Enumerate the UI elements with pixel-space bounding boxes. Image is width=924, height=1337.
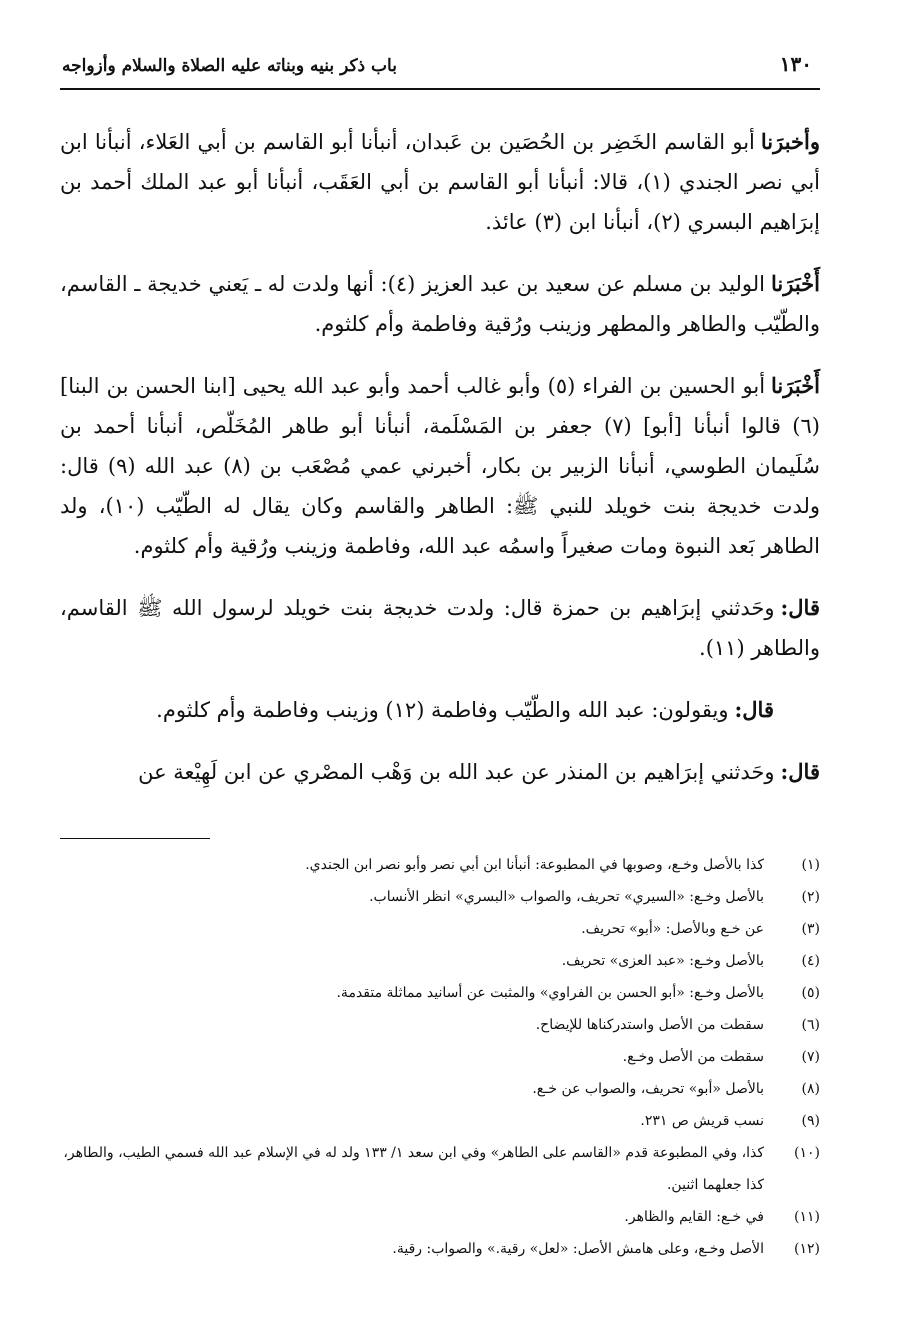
paragraph [60,366,820,566]
page-header [60,44,820,90]
footnote-text: نسب قريش ص ٢٣١. [640,1113,764,1129]
footnote-number: (٨) [801,1081,820,1097]
footnote-item [60,1233,820,1265]
footnote-text: بالأصل «أبو» تحريف، والصواب عن خـع. [532,1081,764,1097]
footnote-item [60,977,820,1009]
footnote-item [60,1041,820,1073]
paragraph-text: الوليد بن مسلم عن سعيد بن عبد العزيز (٤): أنها ولدت له ـ يَعني خديجة ـ القاسم، والطّيّب والطاهر والمطهر وزينب ورُقية وفاطمة وأم كلثوم. [60,272,820,336]
footnote-number: (٩) [801,1113,820,1129]
paragraph [60,690,820,730]
footnote-item [60,945,820,977]
footnote-number: (٧) [801,1049,820,1065]
paragraph-lead: قال: [734,697,774,722]
paragraph-text: وحَدثني إبرَاهيم بن حمزة قال: ولدت خديجة بنت خويلد لرسول الله ﷺ القاسم، والطاهر (١١). [60,596,820,660]
page [60,44,820,808]
footnote-text: بالأصل وخـع: «أبو الحسن بن الفراوي» والمثبت عن أسانيد مماثلة متقدمة. [336,985,764,1001]
footnote-separator-rule [60,838,210,839]
footnote-text: سقطت من الأصل وخـع. [622,1049,764,1065]
footnote-text: سقطت من الأصل واستدركناها للإيضاح. [535,1017,764,1033]
running-head: باب ذكر بنيه وبناته عليه الصلاة والسلام وأزواجه [62,56,397,76]
paragraph [60,752,820,792]
footnote-number: (٢) [801,889,820,905]
footnote-item [60,1201,820,1233]
footnote-item [60,1105,820,1137]
paragraph-text: أبو القاسم الخَضِر بن الحُصَين بن عَبدان، أنبأنا أبو القاسم بن أبي العَلاء، أنبأنا ابن أبي نصر الجندي (١)، قالا: أنبأنا أبو القاسم بن أبي العَقَب، أنبأنا أبو عبد الملك أحمد بن إبرَاهيم البسري (٢)، أنبأنا ابن (٣) عائذ. [60,130,820,234]
main-text [60,122,820,792]
footnotes [60,838,820,1265]
footnote-item [60,1073,820,1105]
footnote-text: بالأصل وخـع: «عبد العزى» تحريف. [561,953,764,969]
footnote-item [60,1137,820,1201]
footnote-text: في خـع: القايم والظاهر. [624,1209,764,1225]
footnote-number: (١٢) [794,1241,820,1257]
page-number: ١٣٠ [779,52,812,76]
footnote-item [60,881,820,913]
paragraph-text: أبو الحسين بن الفراء (٥) وأبو غالب أحمد وأبو عبد الله يحيى [ابنا الحسن بن البنا] (٦) قالوا أنبأنا [أبو] (٧) جعفر بن المَسْلَمة، أنبأنا أبو طاهر المُخَلّص، أنبأنا أحمد بن سُلَيمان الطوسي، أنبأنا الزبير بن بكار، أخبرني عمي مُصْعَب بن (٨) عبد الله (٩) قال: ولدت خديجة بنت خويلد للنبي ﷺ: الطاهر والقاسم وكان يقال له الطّيّب (١٠)، ولد الطاهر بَعد النبوة ومات صغيراً واسمُه عبد الله، وفاطمة وزينب ورُقية وأم كلثوم. [60,374,821,558]
footnote-number: (٤) [801,953,820,969]
paragraph [60,122,820,242]
footnote-list [60,849,820,1265]
paragraph-lead: قال: [780,595,820,620]
paragraph-lead: قال: [780,759,820,784]
footnote-number: (٣) [801,921,820,937]
footnote-item [60,913,820,945]
footnote-text: كذا بالأصل وخـع، وصوبها في المطبوعة: أنبأنا ابن أبي نصر وأبو نصر ابن الجندي. [305,857,764,873]
paragraph-lead: أَخْبَرَنا [771,373,821,398]
paragraph [60,264,820,344]
footnote-text: الأصل وخـع، وعلى هامش الأصل: «لعل» رقية.» والصواب: رقية. [392,1241,764,1257]
footnote-number: (٦) [801,1017,820,1033]
footnote-text: كذا، وفي المطبوعة قدم «القاسم على الطاهر» وفي ابن سعد ١/ ١٣٣ ولد له في الإسلام عبد الله فسمي الطيب، والطاهر، كذا جعلهما اثنين. [63,1145,764,1193]
footnote-text: بالأصل وخـع: «السيري» تحريف، والصواب «البسري» انظر الأنساب. [369,889,764,905]
paragraph-text: وحَدثني إبرَاهيم بن المنذر عن عبد الله بن وَهْب المصْري عن ابن لَهِيْعة عن [138,760,775,784]
footnote-number: (١) [801,857,820,873]
footnote-item [60,849,820,881]
footnote-item [60,1009,820,1041]
paragraph-lead: أَخْبَرَنا [771,271,820,296]
paragraph-text: ويقولون: عبد الله والطّيّب وفاطمة (١٢) وزينب وفاطمة وأم كلثوم. [156,698,729,722]
footnote-number: (١١) [794,1209,820,1225]
footnote-text: عن خـع وبالأصل: «أبو» تحريف. [581,921,764,937]
paragraph-lead: وأخبرَنا [760,129,820,154]
footnote-number: (٥) [801,985,820,1001]
footnote-number: (١٠) [794,1145,820,1161]
paragraph [60,588,820,668]
